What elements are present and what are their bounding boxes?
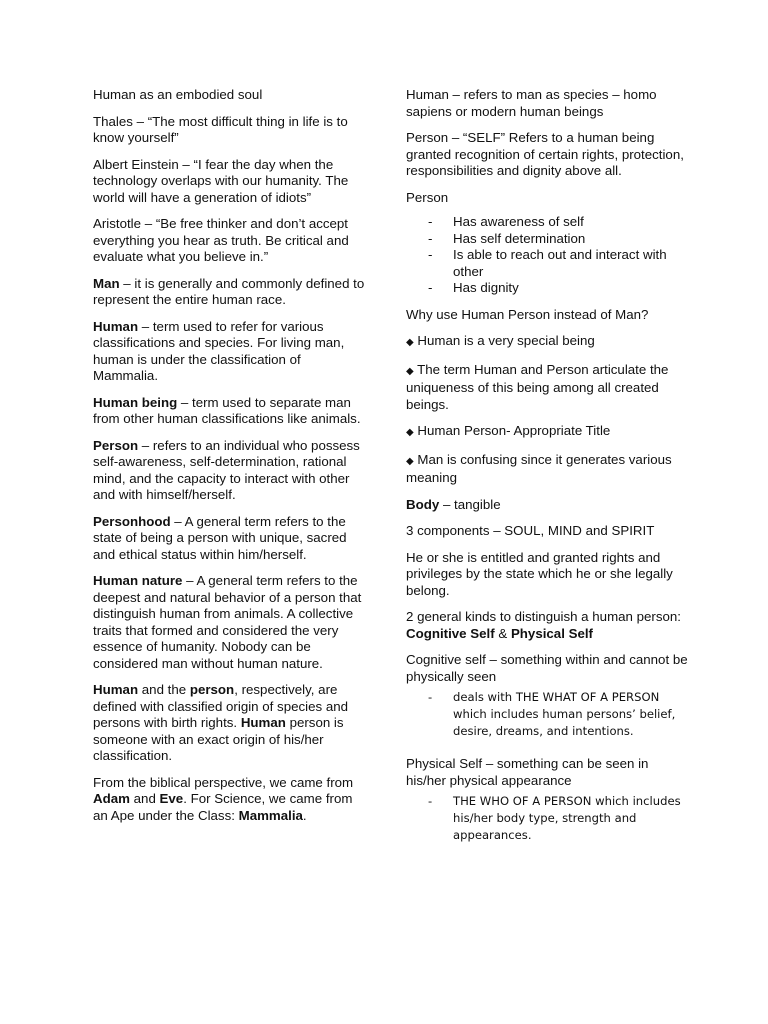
bold-adam: Adam [93, 791, 130, 806]
left-column [93, 87, 365, 834]
right-column [406, 87, 688, 860]
heading-embodied-soul: Human as an embodied soul [93, 87, 263, 102]
definition-human-nature [93, 573, 365, 672]
definition-human-being [93, 395, 365, 428]
definition-person-self: Person – “SELF” Refers to a human being granted recognition of certain rights, protection, responsibilities and dignity above all. [406, 130, 684, 178]
definition-text: – term used to refer for various classifications and species. For living man, human is under the classification of Mammalia. [93, 318, 345, 383]
three-components: 3 components – SOUL, MIND and SPIRIT [406, 523, 655, 538]
bullet-man-confusing [406, 452, 688, 487]
definition-cognitive-self: Cognitive self – something within and cannot be physically seen [406, 652, 688, 684]
bullet-special-being [406, 333, 688, 352]
quote-thales: Thales – “The most difficult thing in life is to know yourself” [93, 113, 348, 145]
diamond-bullet-icon: ◆ [406, 365, 414, 377]
paragraph-biblical [93, 775, 365, 825]
definition-text: – refers to an individual who possess self-awareness, self-determination, rational mind, and the capacity to interact with other and with himself/herself. [93, 437, 360, 502]
term-man: Man [93, 275, 120, 291]
bold-human: Human [93, 682, 139, 697]
two-kinds-self [406, 609, 688, 642]
text-run: , respectively, are defined with classified origin of species and persons with birth rights. [93, 682, 349, 730]
text-run: Human Person- Appropriate Title [413, 423, 611, 438]
text-run: Man is confusing since it generates various meaning [406, 451, 672, 485]
question-human-person: Why use Human Person instead of Man? [406, 306, 649, 322]
text-run: and [129, 791, 160, 806]
definition-text: – term used to separate man from other human classifications like animals. [93, 394, 361, 426]
definition-text: – tangible [439, 496, 501, 512]
definition-text: – it is generally and commonly defined to represent the entire human race. [93, 275, 365, 307]
text-run: & [494, 625, 511, 641]
bold-person: person [189, 682, 235, 697]
term-body: Body [406, 496, 440, 512]
bold-physical-self: Physical Self [510, 625, 593, 641]
term-human-being: Human being [93, 394, 178, 410]
cognitive-self-list [406, 689, 688, 740]
text-run: The term Human and Person articulate the uniqueness of this being among all created beings. [406, 361, 669, 412]
text-run: 2 general kinds to distinguish a human person: [406, 609, 681, 624]
text-run: Human is a very special being [413, 333, 595, 348]
list-item: - THE WHO OF A PERSON which includes his/her body type, strength and appearances. [406, 793, 688, 844]
diamond-bullet-icon: ◆ [406, 337, 414, 348]
bold-eve: Eve [159, 791, 184, 806]
definition-human [93, 319, 365, 385]
person-attributes-list [406, 214, 688, 297]
physical-self-list [406, 793, 688, 844]
text-run: and the [138, 682, 190, 697]
term-human-nature: Human nature [93, 573, 183, 588]
bold-human: Human [240, 715, 286, 730]
list-item: - Has awareness of self [406, 214, 688, 231]
definition-text: – A general term refers to the state of being a person with unique, sacred and ethical status within him/herself. [93, 513, 347, 562]
definition-physical-self: Physical Self – something can be seen in his/her physical appearance [406, 756, 649, 788]
text-run: . For Science, we came from an Ape under the Class: [93, 791, 353, 823]
bullet-uniqueness [406, 362, 688, 414]
quote-aristotle: Aristotle – “Be free thinker and don’t accept everything you hear as truth. Be critical and evaluate what you believe in.” [93, 216, 349, 264]
term-human: Human [93, 318, 139, 334]
definition-body [406, 497, 688, 514]
diamond-bullet-icon: ◆ [406, 455, 414, 467]
text-run: From the biblical perspective, we came from [93, 774, 354, 790]
list-item: - Is able to reach out and interact with other [406, 247, 688, 280]
list-item: - deals with THE WHAT OF A PERSON which includes human persons’ belief, desire, dreams, and intentions. [406, 689, 688, 740]
definition-text: – A general term refers to the deepest and natural behavior of a person that distinguish human from animals. A collective traits that formed and considered the very essence of humanity. Nobody can be considered man without human nature. [93, 573, 362, 671]
heading-person: Person [406, 189, 449, 205]
list-item: - Has self determination [406, 231, 688, 248]
term-person: Person [93, 437, 139, 453]
text-run: . [302, 807, 307, 823]
text-run: person is someone with an exact origin of his/her classification. [93, 715, 344, 763]
paragraph-human-person [93, 682, 365, 765]
definition-human-species: Human – refers to man as species – homo sapiens or modern human beings [406, 87, 657, 119]
diamond-bullet-icon: ◆ [406, 427, 414, 438]
term-personhood: Personhood [93, 513, 171, 529]
bold-mammalia: Mammalia [238, 807, 303, 823]
quote-einstein: Albert Einstein – “I fear the day when the technology overlaps with our humanity. The world will have a generation of idiots” [93, 156, 349, 205]
bullet-appropriate-title [406, 423, 688, 442]
definition-personhood [93, 514, 365, 564]
rights-privileges: He or she is entitled and granted rights and privileges by the state which he or she legally belong. [406, 549, 673, 598]
bold-cognitive-self: Cognitive Self [406, 625, 495, 641]
definition-man [93, 276, 365, 309]
definition-person [93, 438, 365, 504]
list-item: - Has dignity [406, 280, 688, 297]
